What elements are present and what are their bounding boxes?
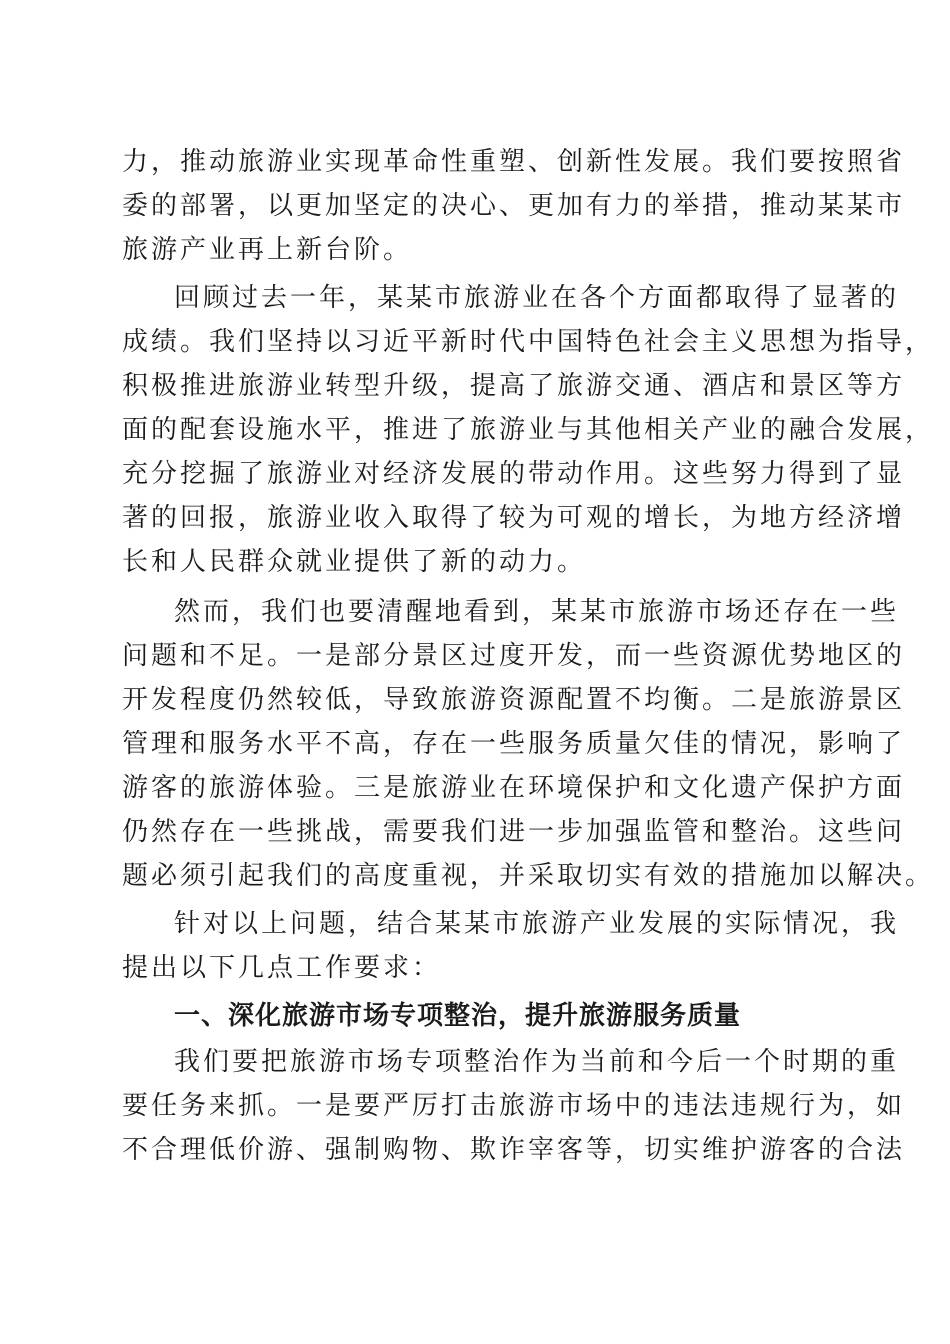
paragraph-line: 我们要把旅游市场专项整治作为当前和今后一个时期的重	[174, 1047, 900, 1077]
paragraph-line: 回顾过去一年，某某市旅游业在各个方面都取得了显著的	[174, 283, 900, 313]
paragraph-line: 开发程度仍然较低，导致旅游资源配置不均衡。二是旅游景区	[122, 685, 906, 715]
paragraph-line: 力，推动旅游业实现革命性重塑、创新性发展。我们要按照省	[122, 147, 906, 177]
paragraph-line: 成绩。我们坚持以习近平新时代中国特色社会主义思想为指导，	[122, 327, 935, 357]
paragraph-line: 然而，我们也要清醒地看到，某某市旅游市场还存在一些	[174, 597, 900, 627]
paragraph-line: 提出以下几点工作要求：	[122, 953, 442, 983]
paragraph-line: 游客的旅游体验。三是旅游业在环境保护和文化遗产保护方面	[122, 773, 906, 803]
paragraph-line: 面的配套设施水平，推进了旅游业与其他相关产业的融合发展，	[122, 415, 935, 445]
paragraph-line: 仍然存在一些挑战，需要我们进一步加强监管和整治。这些问	[122, 817, 906, 847]
paragraph-line: 管理和服务水平不高，存在一些服务质量欠佳的情况，影响了	[122, 729, 906, 759]
paragraph-line: 委的部署，以更加坚定的决心、更加有力的举措，推动某某市	[122, 191, 906, 221]
paragraph-line: 问题和不足。一是部分景区过度开发，而一些资源优势地区的	[122, 641, 906, 671]
paragraph-line: 充分挖掘了旅游业对经济发展的带动作用。这些努力得到了显	[122, 459, 906, 489]
paragraph-line: 题必须引起我们的高度重视，并采取切实有效的措施加以解决。	[122, 861, 935, 891]
paragraph-line: 长和人民群众就业提供了新的动力。	[122, 547, 587, 577]
section-heading: 一、深化旅游市场专项整治，提升旅游服务质量	[174, 1001, 742, 1031]
paragraph-line: 要任务来抓。一是要严厉打击旅游市场中的违法违规行为，如	[122, 1091, 906, 1121]
paragraph-line: 著的回报，旅游业收入取得了较为可观的增长，为地方经济增	[122, 503, 906, 533]
paragraph-line: 积极推进旅游业转型升级，提高了旅游交通、酒店和景区等方	[122, 371, 906, 401]
paragraph-line: 旅游产业再上新台阶。	[122, 235, 413, 265]
paragraph-line: 针对以上问题，结合某某市旅游产业发展的实际情况，我	[174, 909, 900, 939]
paragraph-line: 不合理低价游、强制购物、欺诈宰客等，切实维护游客的合法	[122, 1135, 906, 1165]
